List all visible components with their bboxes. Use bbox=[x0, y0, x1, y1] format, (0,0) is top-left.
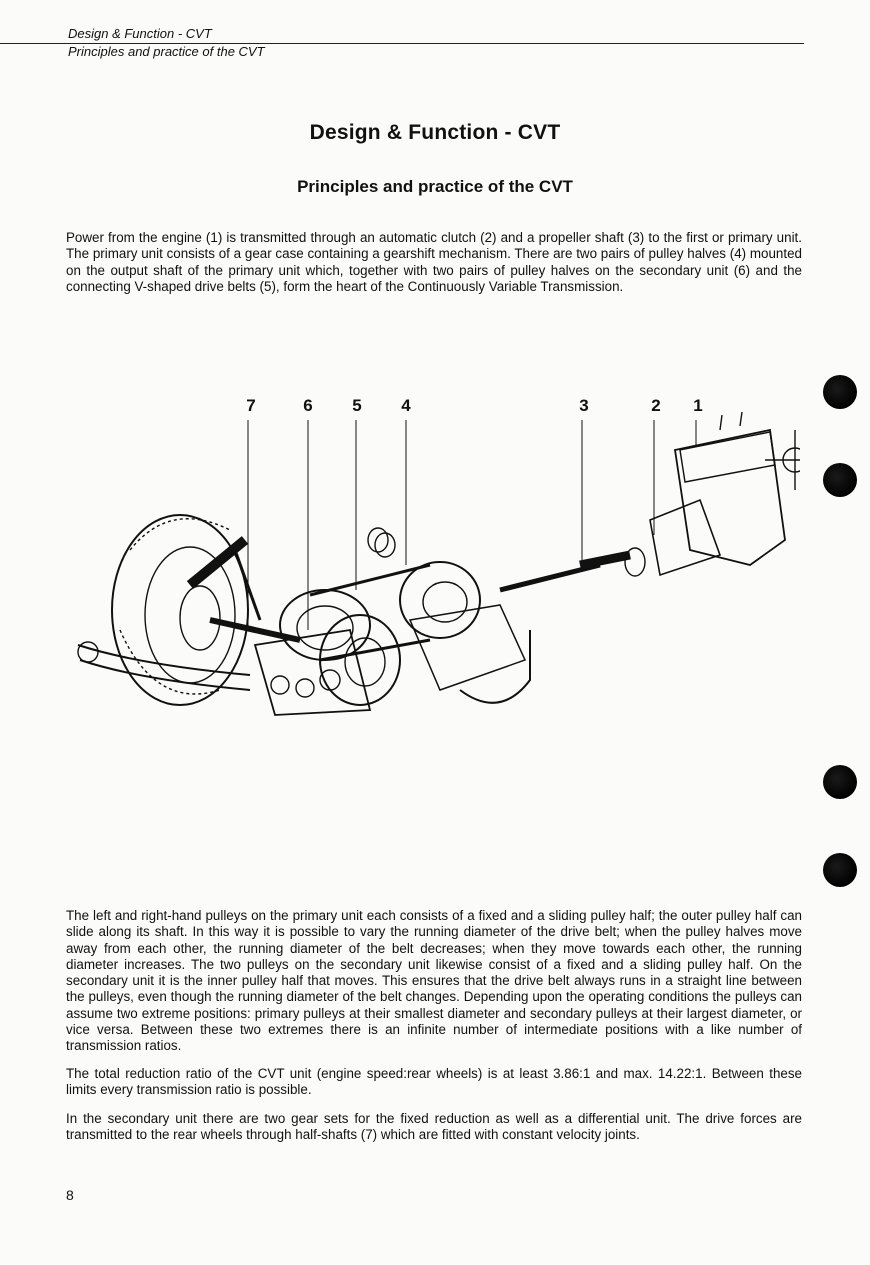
secondary-unit-paragraph: In the secondary unit there are two gear sets for the fixed reduction as well as a differential unit. The drive forces are transmitted to the rear wheels through half-shafts (7) which are fitted with constant velocity joints. bbox=[66, 1111, 802, 1143]
callout-3: 3 bbox=[579, 396, 589, 415]
primary-unit bbox=[410, 605, 525, 690]
callout-5: 5 bbox=[352, 396, 362, 415]
secondary-unit-housing bbox=[255, 630, 370, 715]
running-header-subtitle: Principles and practice of the CVT bbox=[68, 44, 265, 59]
drive-belt-lower bbox=[320, 640, 430, 660]
running-header-title: Design & Function - CVT bbox=[68, 26, 212, 41]
page-subtitle: Principles and practice of the CVT bbox=[297, 177, 573, 196]
running-header bbox=[68, 26, 804, 60]
punch-hole bbox=[823, 853, 857, 887]
cvt-drivetrain-illustration bbox=[60, 390, 800, 755]
punch-hole bbox=[823, 765, 857, 799]
page-number: 8 bbox=[66, 1187, 74, 1203]
intro-paragraph: Power from the engine (1) is transmitted through an automatic clutch (2) and a propeller shaft (3) to the first or primary unit. The primary unit consists of a gear case containing a gearshift mechanism. There are two pairs of pulley halves (4) mounted on the output shaft of the primary unit which, together with two pairs of pulley halves on the secondary unit (6) and the connecting V-shaped drive belts (5), form the heart of the Continuously Variable Transmission. bbox=[66, 230, 802, 294]
cvt-drawing bbox=[60, 390, 800, 750]
callout-1: 1 bbox=[693, 396, 703, 415]
page-title: Design & Function - CVT bbox=[309, 121, 561, 144]
callout-7: 7 bbox=[246, 396, 256, 415]
primary-pulley bbox=[400, 562, 480, 638]
pulley-paragraph: The left and right-hand pulleys on the primary unit each consists of a fixed and a sliding pulley half; the outer pulley half can slide along its shaft. In this way it is possible to vary the running diameter of the drive belt; when the pulley halves move away from each other, the running diameter of the belt decreases; when they move towards each other, the running diameter increases. The two pulleys on the secondary unit likewise consist of a fixed and a sliding pulley half. On the secondary unit it is the inner pulley half that moves. This ensures that the drive belt always runs in a straight line between the pulleys, even though the running diameter of the belt changes. Depending upon the operating conditions the pulleys can assume two extreme positions: primary pulleys at their smallest diameter and secondary pulleys at their largest diameter, or vice versa. Between these two extremes there is an infinite number of intermediate positions with a like number of transmission ratios. bbox=[66, 908, 802, 1054]
callout-2: 2 bbox=[651, 396, 661, 415]
punch-hole bbox=[823, 463, 857, 497]
callout-6: 6 bbox=[303, 396, 313, 415]
punch-hole bbox=[823, 375, 857, 409]
half-shaft bbox=[210, 620, 300, 640]
reduction-ratio-paragraph: The total reduction ratio of the CVT unit (engine speed:rear wheels) is at least 3.86:1 and max. 14.22:1. Between these limits every transmission ratio is possible. bbox=[66, 1066, 802, 1098]
engine bbox=[675, 430, 785, 565]
drive-belt-upper bbox=[310, 565, 430, 595]
callout-4: 4 bbox=[401, 396, 411, 415]
propeller-shaft bbox=[500, 565, 600, 590]
